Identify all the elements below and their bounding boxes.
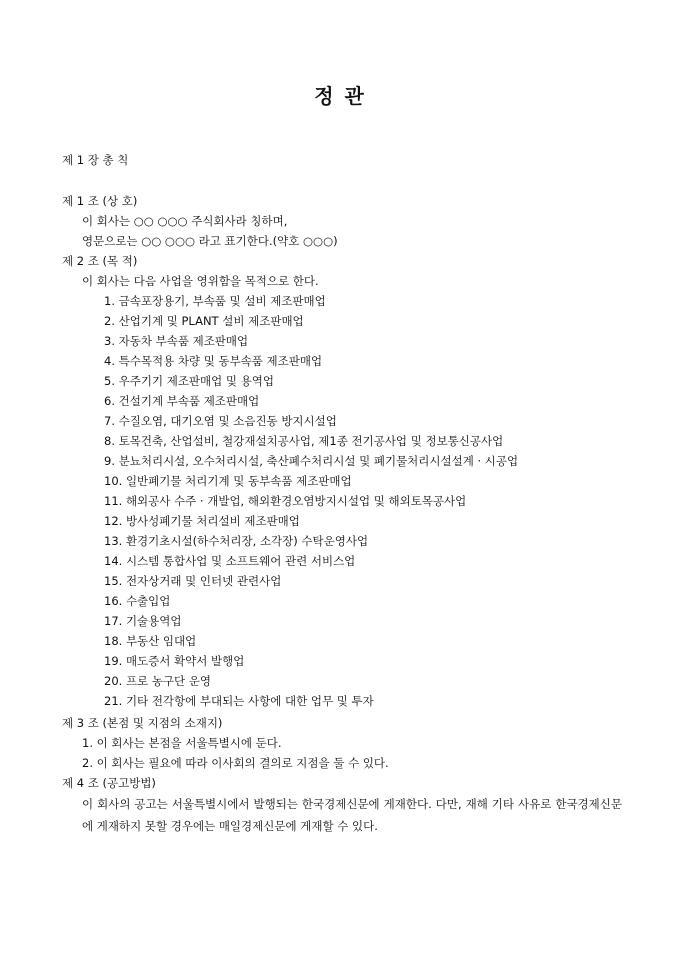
purpose-item: 4. 특수목적용 차량 및 동부속품 제조판매업 [104,354,323,368]
purpose-item: 1. 금속포장용기, 부속품 및 설비 제조판매업 [104,294,326,308]
purpose-item: 11. 해외공사 수주 · 개발업, 해외환경오염방지시설업 및 해외토목공사업 [104,494,467,508]
article-2-intro: 이 회사는 다음 사업을 영위함을 목적으로 한다. [82,274,319,288]
article-4-heading: 제 4 조 (공고방법) [62,776,156,790]
purpose-item: 17. 기술용역업 [104,614,182,628]
article-4-text: 이 회사의 공고는 서울특별시에서 발행되는 한국경제신문에 게재한다. 다만, 재해 기타 사유로 한국경제신문에 게재하지 못할 경우에는 매일경제신문에 게재할 수 있다. [82,797,622,833]
purpose-item: 16. 수출입업 [104,594,171,608]
article-3-item: 2. 이 회사는 필요에 따라 이사회의 결의로 지점을 둘 수 있다. [82,756,389,770]
purpose-item: 21. 기타 전각항에 부대되는 사항에 대한 업무 및 투자 [104,694,374,708]
purpose-item: 10. 일반폐기물 처리기계 및 동부속품 제조판매업 [104,474,352,488]
purpose-item: 7. 수질오염, 대기오염 및 소음진동 방지시설업 [104,414,337,428]
article-2-heading: 제 2 조 (목 적) [62,254,138,268]
purpose-item: 18. 부동산 임대업 [104,634,197,648]
purpose-item: 2. 산업기계 및 PLANT 설비 제조판매업 [104,314,304,328]
purpose-item: 13. 환경기초시설(하수처리장, 소각장) 수탁운영사업 [104,534,369,548]
article-3-heading: 제 3 조 (본점 및 지점의 소재지) [62,716,223,730]
purpose-item: 3. 자동차 부속품 제조판매업 [104,334,249,348]
document-title: 정 관 [314,84,366,108]
purpose-item: 5. 우주기기 제조판매업 및 용역업 [104,374,275,388]
purpose-item: 15. 전자상거래 및 인터넷 관련사업 [104,574,282,588]
purpose-item: 20. 프로 농구단 운영 [104,674,212,688]
purpose-item: 6. 건설기계 부속품 제조판매업 [104,394,260,408]
article-1-line-1: 이 회사는 ○○ ○○○ 주식회사라 칭하며, [82,214,288,228]
purpose-item: 8. 토목건축, 산업설비, 철강재설치공사업, 제1종 전기공사업 및 정보통신공사업 [104,434,504,448]
article-3-item: 1. 이 회사는 본점을 서울특별시에 둔다. [82,736,282,750]
article-1-heading: 제 1 조 (상 호) [62,194,138,208]
chapter-heading: 제 1 장 총 칙 [62,153,129,167]
purpose-item: 9. 분뇨처리시설, 오수처리시설, 축산폐수처리시설 및 폐기물처리시설설계 · 시공업 [104,454,519,468]
purpose-item: 14. 시스템 통합사업 및 소프트웨어 관련 서비스업 [104,554,356,568]
purpose-item: 12. 방사성폐기물 처리설비 제조판매업 [104,514,300,528]
purpose-item: 19. 매도증서 확약서 발행업 [104,654,245,668]
article-1-line-2: 영문으로는 ○○ ○○○ 라고 표기한다.(약호 ○○○) [82,234,338,248]
